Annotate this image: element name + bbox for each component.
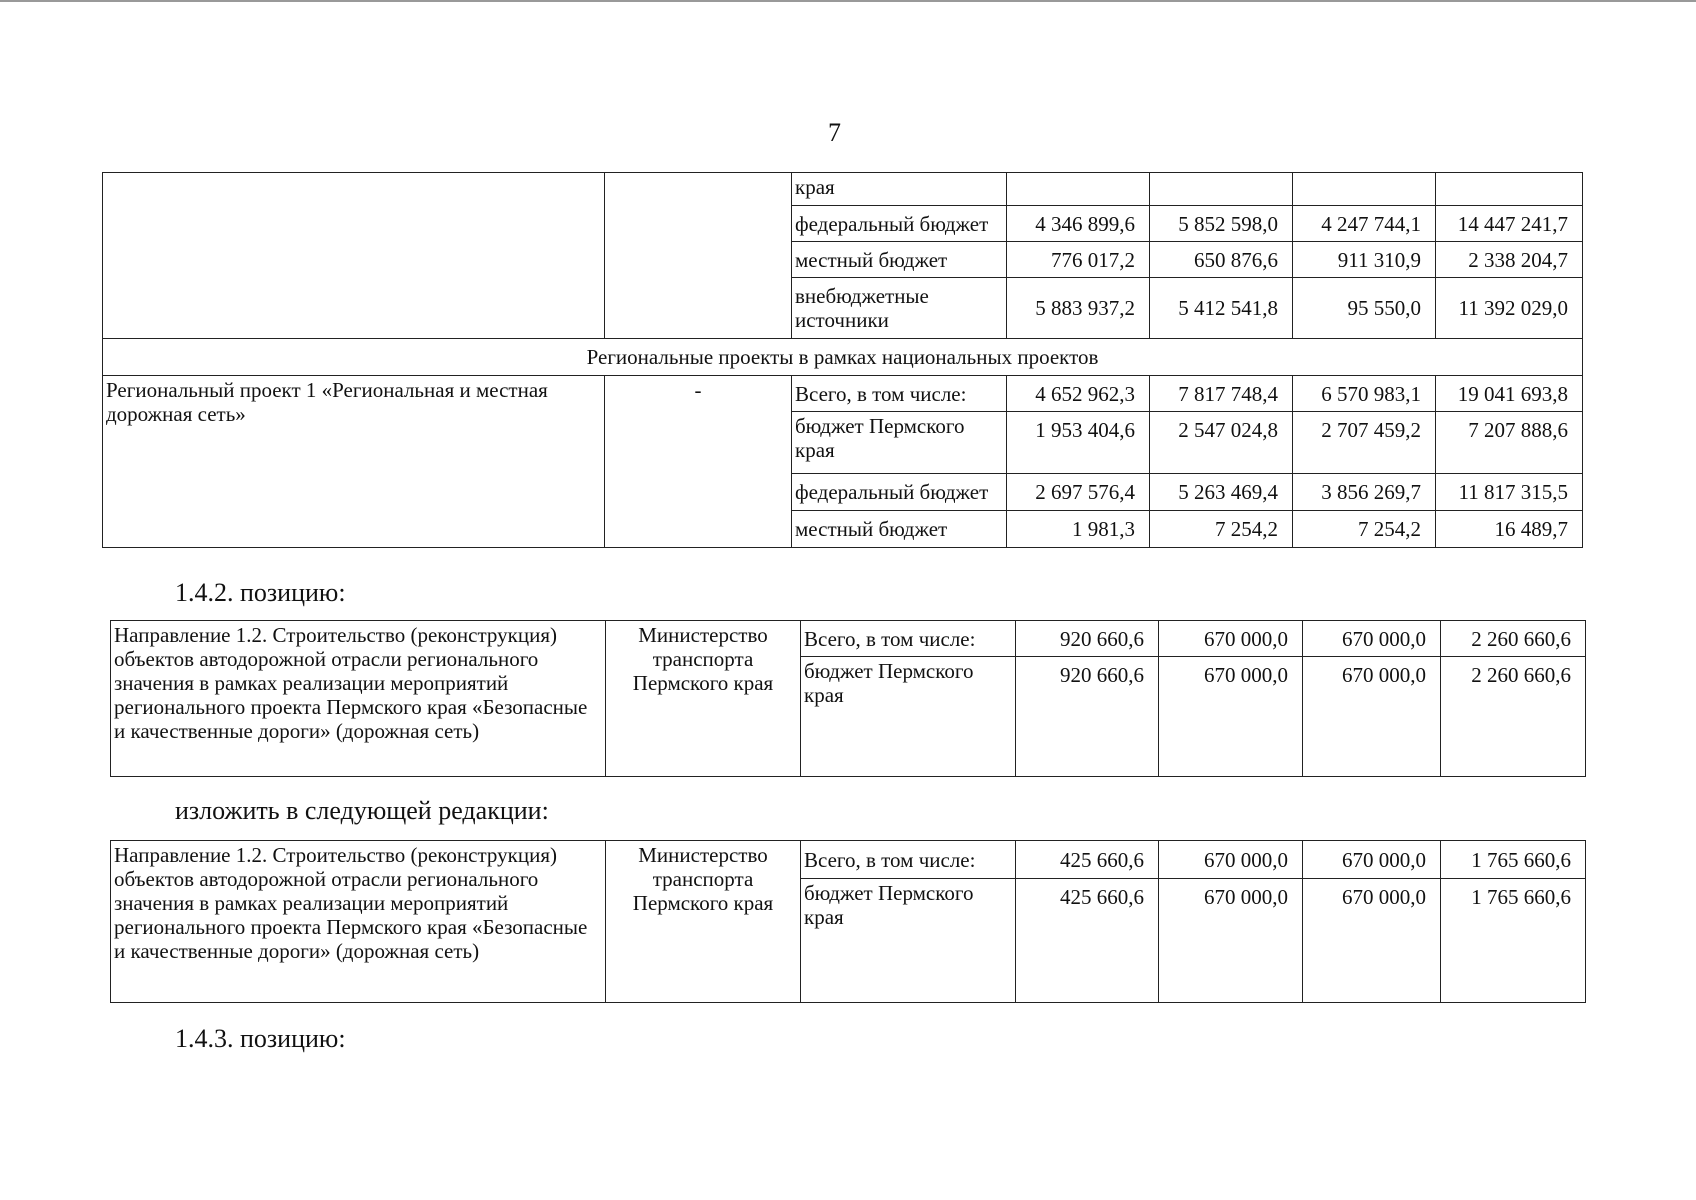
executor-cell-empty — [605, 173, 792, 339]
value-cell: 7 817 748,4 — [1150, 376, 1293, 412]
financing-table-continuation — [102, 172, 1583, 548]
source-cell: федеральный бюджет — [792, 474, 1007, 511]
value-cell: 11 392 029,0 — [1436, 278, 1583, 339]
value-cell: 2 338 204,7 — [1436, 242, 1583, 278]
value-cell: 7 254,2 — [1293, 511, 1436, 548]
direction-name-cell: Направление 1.2. Строительство (реконструкция) объектов автодорожной отрасли регионального значения в рамках реализации мероприятий регионального проекта Пермского края «Безопасные и качественные дороги» (дорожная сеть) — [111, 841, 606, 1003]
value-cell: 1 765 660,6 — [1441, 841, 1586, 879]
value-cell: 670 000,0 — [1303, 841, 1441, 879]
value-cell: 16 489,7 — [1436, 511, 1583, 548]
value-cell: 7 254,2 — [1150, 511, 1293, 548]
value-cell: 1 765 660,6 — [1441, 879, 1586, 1003]
value-cell: 911 310,9 — [1293, 242, 1436, 278]
value-cell — [1007, 173, 1150, 206]
value-cell: 670 000,0 — [1159, 879, 1303, 1003]
value-cell: 5 883 937,2 — [1007, 278, 1150, 339]
value-cell: 2 260 660,6 — [1441, 621, 1586, 657]
source-cell: Всего, в том числе: — [801, 621, 1016, 657]
source-cell: местный бюджет — [792, 511, 1007, 548]
value-cell: 670 000,0 — [1159, 621, 1303, 657]
source-cell: внебюджетные источники — [792, 278, 1007, 339]
value-cell: 5 852 598,0 — [1150, 206, 1293, 242]
position-table-new — [110, 840, 1586, 1003]
source-cell: федеральный бюджет — [792, 206, 1007, 242]
value-cell: 650 876,6 — [1150, 242, 1293, 278]
source-cell: бюджет Пермского края — [792, 412, 1007, 474]
value-cell: 425 660,6 — [1016, 841, 1159, 879]
value-cell: 2 547 024,8 — [1150, 412, 1293, 474]
source-cell: бюджет Пермского края — [801, 879, 1016, 1003]
project-name-cell: Региональный проект 1 «Региональная и местная дорожная сеть» — [103, 376, 605, 548]
value-cell: 670 000,0 — [1159, 841, 1303, 879]
source-cell: Всего, в том числе: — [801, 841, 1016, 879]
table-row — [103, 376, 1583, 412]
value-cell: 14 447 241,7 — [1436, 206, 1583, 242]
section-header-row — [103, 339, 1583, 376]
value-cell: 670 000,0 — [1159, 657, 1303, 777]
value-cell: 4 247 744,1 — [1293, 206, 1436, 242]
source-cell: Всего, в том числе: — [792, 376, 1007, 412]
section-title: Региональные проекты в рамках национальных проектов — [103, 339, 1583, 376]
value-cell: 5 412 541,8 — [1150, 278, 1293, 339]
table-row — [111, 621, 1586, 657]
paragraph-1-4-2: 1.4.2. позицию: — [175, 578, 346, 607]
name-cell-empty — [103, 173, 605, 339]
value-cell: 920 660,6 — [1016, 657, 1159, 777]
value-cell: 776 017,2 — [1007, 242, 1150, 278]
table-row — [111, 841, 1586, 879]
value-cell: 5 263 469,4 — [1150, 474, 1293, 511]
value-cell — [1293, 173, 1436, 206]
source-cell: местный бюджет — [792, 242, 1007, 278]
source-cell: бюджет Пермского края — [801, 657, 1016, 777]
project-executor-cell: - — [605, 376, 792, 548]
paragraph-new-wording: изложить в следующей редакции: — [175, 796, 549, 825]
position-table-old — [110, 620, 1586, 777]
value-cell: 2 707 459,2 — [1293, 412, 1436, 474]
value-cell: 3 856 269,7 — [1293, 474, 1436, 511]
value-cell — [1150, 173, 1293, 206]
source-cell: края — [792, 173, 1007, 206]
value-cell: 920 660,6 — [1016, 621, 1159, 657]
value-cell: 95 550,0 — [1293, 278, 1436, 339]
value-cell: 4 652 962,3 — [1007, 376, 1150, 412]
paragraph-1-4-3: 1.4.3. позицию: — [175, 1024, 346, 1053]
table-row — [103, 173, 1583, 206]
value-cell: 670 000,0 — [1303, 621, 1441, 657]
value-cell: 2 260 660,6 — [1441, 657, 1586, 777]
value-cell: 11 817 315,5 — [1436, 474, 1583, 511]
value-cell: 2 697 576,4 — [1007, 474, 1150, 511]
executor-cell: Министерство транспорта Пермского края — [606, 621, 801, 777]
value-cell: 670 000,0 — [1303, 879, 1441, 1003]
value-cell: 4 346 899,6 — [1007, 206, 1150, 242]
value-cell: 670 000,0 — [1303, 657, 1441, 777]
value-cell: 6 570 983,1 — [1293, 376, 1436, 412]
page-number: 7 — [828, 118, 841, 147]
value-cell: 1 981,3 — [1007, 511, 1150, 548]
value-cell — [1436, 173, 1583, 206]
value-cell: 7 207 888,6 — [1436, 412, 1583, 474]
executor-cell: Министерство транспорта Пермского края — [606, 841, 801, 1003]
direction-name-cell: Направление 1.2. Строительство (реконструкция) объектов автодорожной отрасли регионального значения в рамках реализации мероприятий регионального проекта Пермского края «Безопасные и качественные дороги» (дорожная сеть) — [111, 621, 606, 777]
page-top-edge — [0, 0, 1696, 2]
value-cell: 19 041 693,8 — [1436, 376, 1583, 412]
value-cell: 425 660,6 — [1016, 879, 1159, 1003]
value-cell: 1 953 404,6 — [1007, 412, 1150, 474]
